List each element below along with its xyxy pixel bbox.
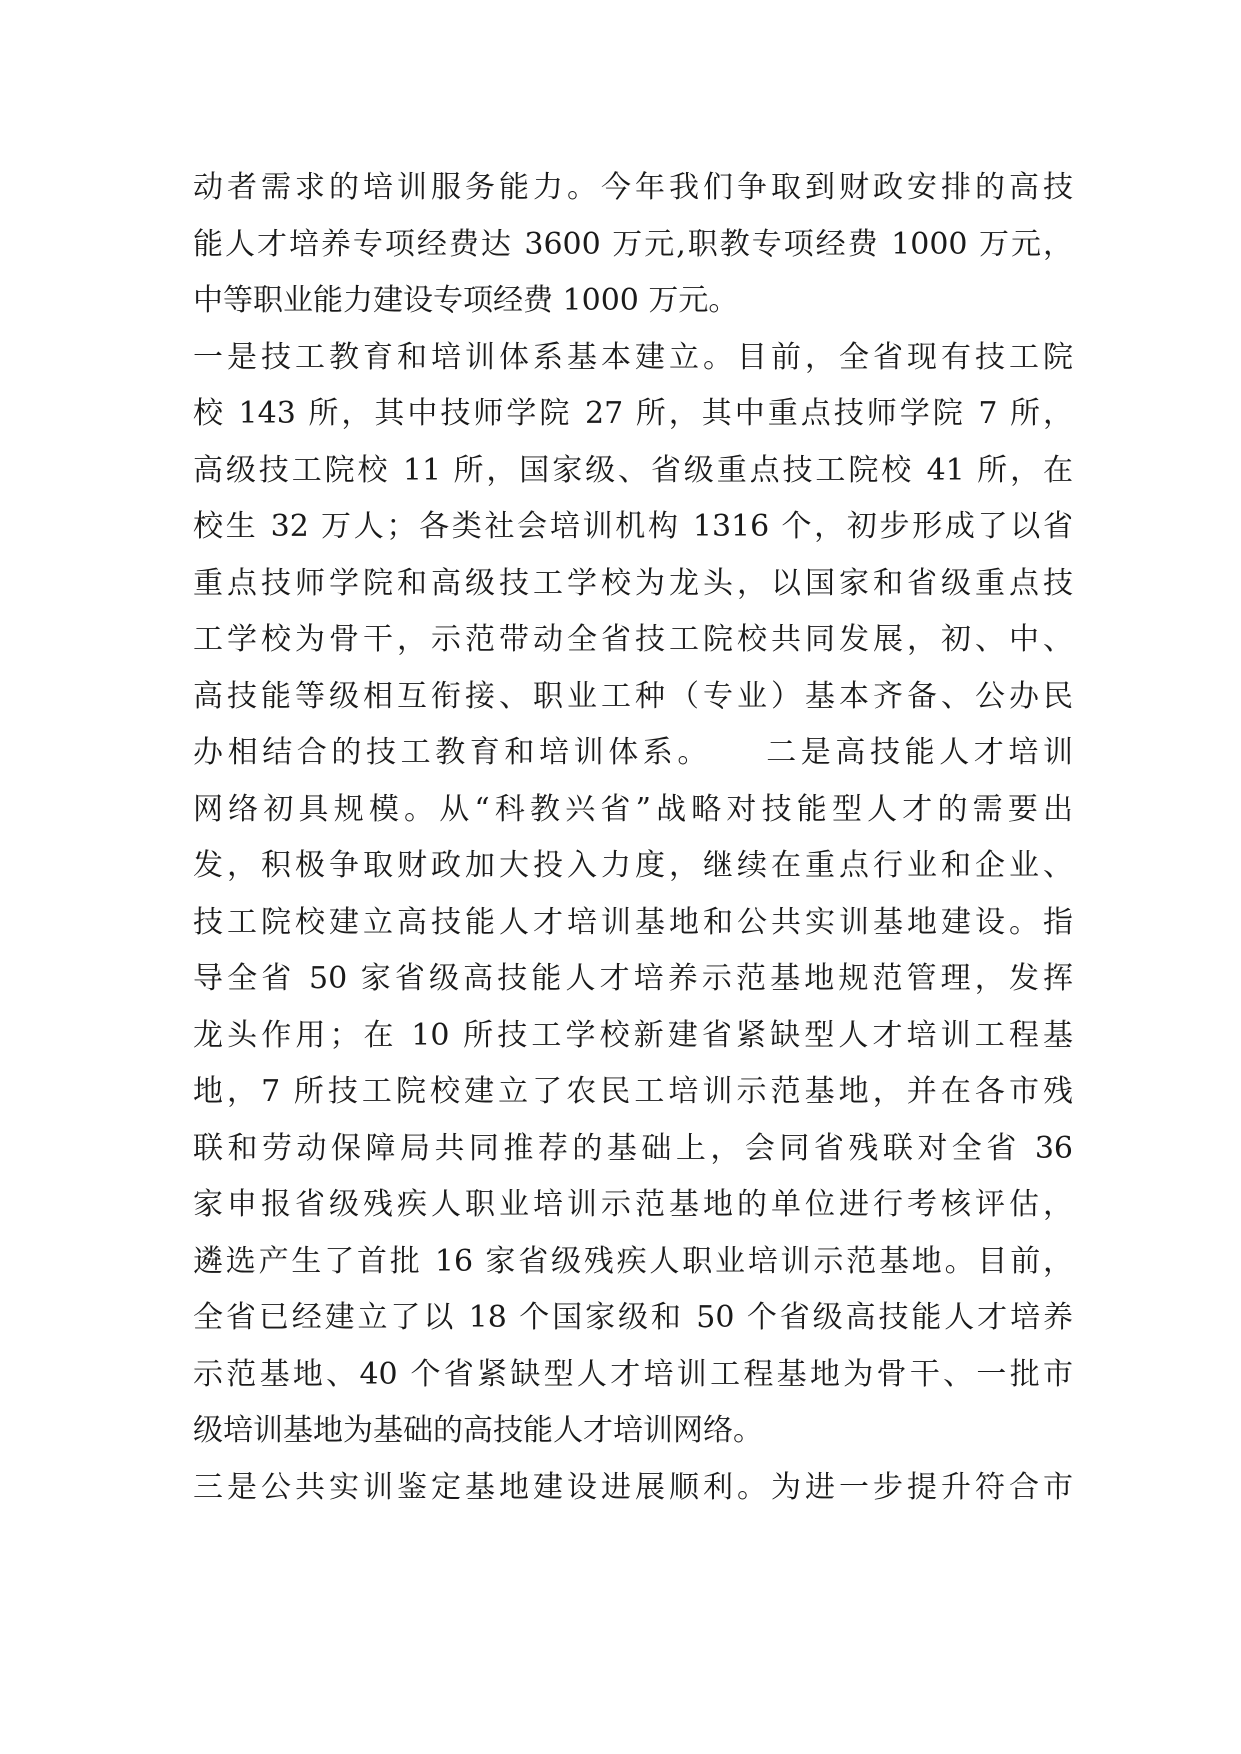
text-line: 高级技工院校 11 所，国家级、省级重点技工院校 41 所，在 [193,452,1073,488]
text-line: 示范基地、40 个省紧缺型人才培训工程基地为骨干、一批市 [193,1356,1073,1392]
text-line: 中等职业能力建设专项经费 1000 万元。 [193,283,739,318]
text-line: 遴选产生了首批 16 家省级残疾人职业培训示范基地。目前， [193,1243,1073,1279]
text-line: 地，7 所技工院校建立了农民工培训示范基地，并在各市残 [193,1074,1073,1109]
text-line: 校 143 所，其中技师学院 27 所，其中重点技师学院 7 所， [193,396,1073,431]
text-line: 重点技师学院和高级技工学校为龙头，以国家和省级重点技 [193,565,1073,601]
text-line: 龙头作用；在 10 所技工学校新建省紧缺型人才培训工程基 [193,1017,1073,1053]
document-body [193,160,1073,1516]
text-line: 高技能等级相互衔接、职业工种（专业）基本齐备、公办民 [193,678,1073,714]
text-line: 工学校为骨干，示范带动全省技工院校共同发展，初、中、 [193,622,1073,657]
text-line: 导全省 50 家省级高技能人才培养示范基地规范管理，发挥 [193,961,1073,996]
text-line: 能人才培养专项经费达 3600 万元,职教专项经费 1000 万元， [193,226,1073,262]
text-line: 联和劳动保障局共同推荐的基础上，会同省残联对全省 36 [193,1130,1073,1166]
text-line: 校生 32 万人；各类社会培训机构 1316 个，初步形成了以省 [193,509,1073,544]
text-line: 级培训基地为基础的高技能人才培训网络。 [193,1413,763,1448]
text-line: 一是技工教育和培训体系基本建立。目前，全省现有技工院 [193,339,1073,375]
text-line: 家申报省级残疾人职业培训示范基地的单位进行考核评估， [193,1187,1073,1222]
text-line: 发，积极争取财政加大投入力度，继续在重点行业和企业、 [193,848,1073,883]
text-line: 网络初具规模。从“科教兴省”战略对技能型人才的需要出 [193,791,1073,827]
text-line: 技工院校建立高技能人才培训基地和公共实训基地建设。指 [193,904,1073,940]
text-line: 动者需求的培训服务能力。今年我们争取到财政安排的高技 [193,170,1073,205]
text-line: 三是公共实训鉴定基地建设进展顺利。为进一步提升符合市 [193,1469,1073,1505]
text-line: 全省已经建立了以 18 个国家级和 50 个省级高技能人才培养 [193,1300,1073,1335]
text-line: 办相结合的技工教育和培训体系。 二是高技能人才培训 [193,735,1073,770]
